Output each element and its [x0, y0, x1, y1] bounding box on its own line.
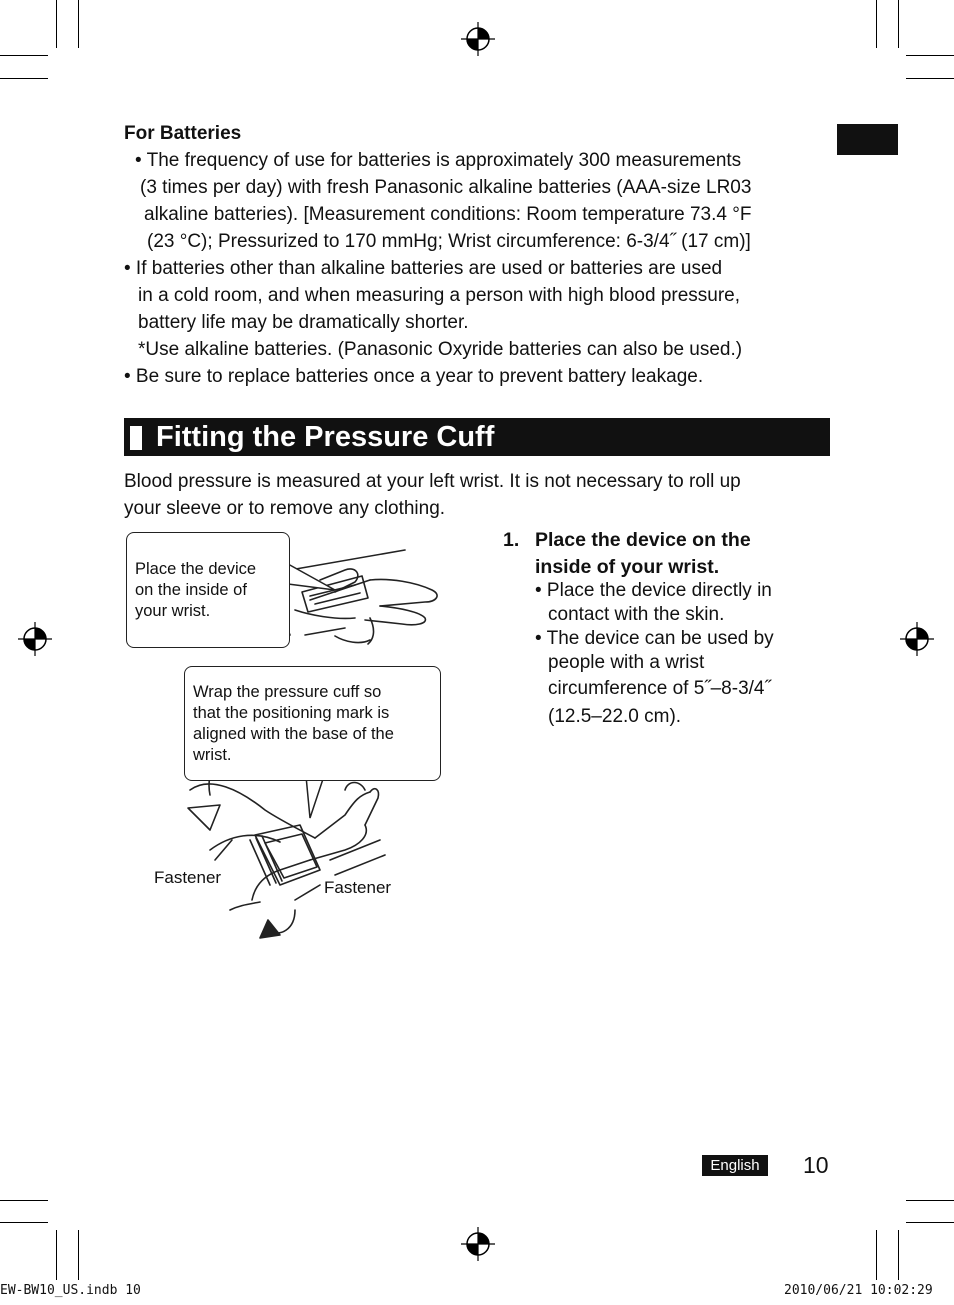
- callout-line: wrist.: [193, 746, 232, 764]
- callout-line: on the inside of: [135, 581, 247, 599]
- step-bullet: people with a wrist: [548, 652, 705, 673]
- callout-line: Wrap the pressure cuff so: [193, 683, 382, 701]
- callout-line: that the positioning mark is: [193, 704, 390, 722]
- batteries-line: (3 times per day) with fresh Panasonic alkaline batteries (AAA-size LR03: [140, 177, 752, 198]
- fastener-label-left: Fastener: [154, 868, 222, 887]
- batteries-line: in a cold room, and when measuring a person with high blood pressure,: [138, 285, 741, 306]
- step-bullet: circumference of 5˝–8-3/4˝: [548, 678, 771, 699]
- batteries-line: alkaline batteries). [Measurement conditions: Room temperature 73.4 °F: [144, 204, 752, 225]
- step-bullet: contact with the skin.: [548, 604, 725, 625]
- section-marker: [130, 426, 142, 450]
- batteries-line: • Be sure to replace batteries once a year to prevent battery leakage.: [124, 366, 704, 387]
- callout-line: aligned with the base of the: [193, 725, 394, 743]
- batteries-line: • The frequency of use for batteries is approximately 300 measurements: [135, 150, 742, 171]
- intro-line: your sleeve or to remove any clothing.: [124, 498, 446, 519]
- batteries-line: (23 °C); Pressurized to 170 mmHg; Wrist circumference: 6-3/4˝ (17 cm)]: [147, 231, 751, 252]
- section-header: [124, 418, 830, 456]
- step-number: 1.: [503, 529, 520, 551]
- step-heading: inside of your wrist.: [535, 556, 720, 578]
- fastener-label-right: Fastener: [324, 878, 392, 897]
- callout-line: Place the device: [135, 560, 257, 578]
- batteries-heading: For Batteries: [124, 123, 242, 144]
- language-badge: English: [702, 1155, 768, 1176]
- step-bullet: • The device can be used by: [535, 628, 774, 649]
- page-number: 10: [803, 1152, 829, 1178]
- print-timestamp: 2010/06/21 10:02:29: [784, 1283, 933, 1298]
- batteries-line: *Use alkaline batteries. (Panasonic Oxyride batteries can also be used.): [138, 339, 743, 360]
- step-bullet: • Place the device directly in: [535, 580, 772, 601]
- registration-mark-icon: [898, 620, 936, 658]
- registration-mark-icon: [459, 1225, 497, 1263]
- callout-place-device: [126, 532, 290, 648]
- batteries-line: • If batteries other than alkaline batteries are used or batteries are used: [124, 258, 723, 279]
- section-tab-marker: [837, 124, 898, 155]
- step-bullet: (12.5–22.0 cm).: [548, 706, 682, 727]
- print-file-info: EW-BW10_US.indb 10: [0, 1283, 141, 1298]
- registration-mark-icon: [16, 620, 54, 658]
- callout-wrap-cuff: [184, 666, 441, 781]
- step-heading: Place the device on the: [535, 529, 751, 551]
- callout-line: your wrist.: [135, 602, 211, 620]
- registration-mark-icon: [459, 20, 497, 58]
- intro-line: Blood pressure is measured at your left wrist. It is not necessary to roll up: [124, 471, 741, 492]
- section-title: Fitting the Pressure Cuff: [156, 421, 495, 453]
- batteries-line: battery life may be dramatically shorter.: [138, 312, 469, 333]
